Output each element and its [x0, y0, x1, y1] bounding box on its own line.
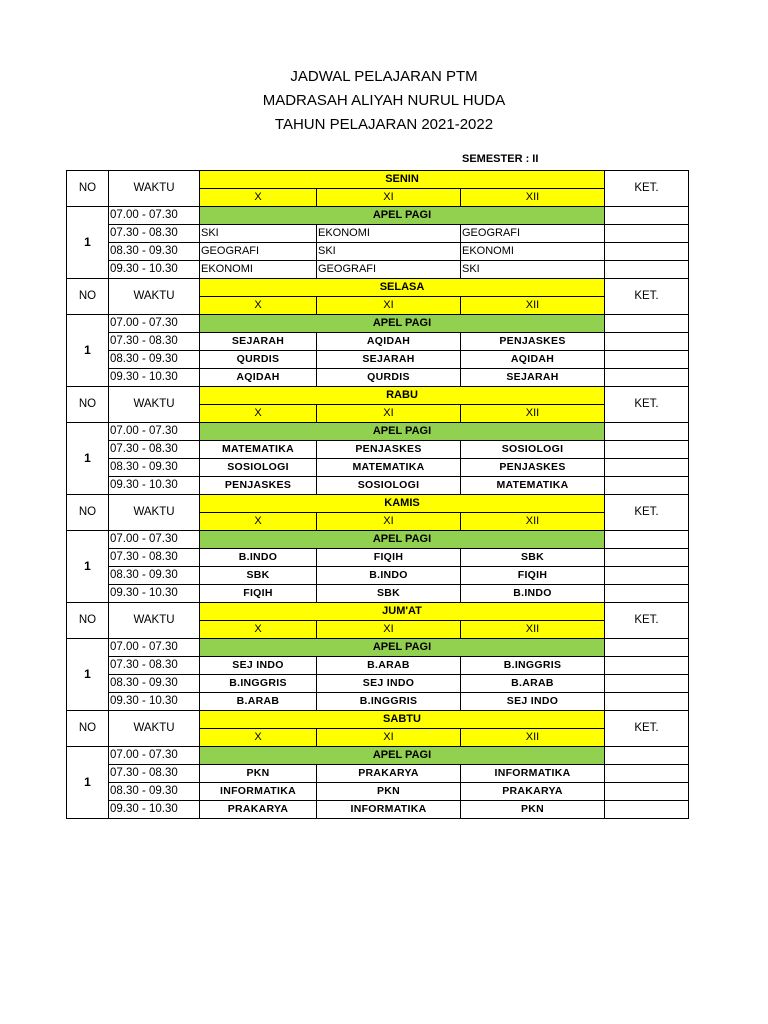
apel-row	[67, 315, 689, 333]
lesson-row	[67, 225, 689, 243]
title-line-2: MADRASAH ALIYAH NURUL HUDA	[262, 92, 506, 109]
time-slot: 07.30 - 08.30	[109, 765, 200, 783]
day-name: JUM'AT	[200, 603, 605, 621]
time-slot: 08.30 - 09.30	[109, 783, 200, 801]
subject-cell: MATEMATIKA	[317, 459, 461, 477]
subject-cell: SKI	[461, 261, 605, 279]
subject-cell: SOSIOLOGI	[200, 459, 317, 477]
ket-cell	[605, 657, 689, 675]
subject-cell: EKONOMI	[461, 243, 605, 261]
class-header: XI	[317, 189, 461, 207]
class-header: XII	[461, 189, 605, 207]
day-header-row	[67, 603, 689, 621]
subject-cell: PENJASKES	[461, 333, 605, 351]
apel-pagi: APEL PAGI	[200, 423, 605, 441]
time-slot: 09.30 - 10.30	[109, 693, 200, 711]
class-header: X	[200, 729, 317, 747]
class-header: XI	[317, 513, 461, 531]
subject-cell: PENJASKES	[317, 441, 461, 459]
time-slot: 07.30 - 08.30	[109, 225, 200, 243]
subject-cell: PRAKARYA	[200, 801, 317, 819]
no-header: NO	[67, 279, 109, 315]
class-header: X	[200, 621, 317, 639]
subject-cell: SEJ INDO	[200, 657, 317, 675]
time-slot: 08.30 - 09.30	[109, 351, 200, 369]
class-header: XII	[461, 405, 605, 423]
ket-cell	[605, 477, 689, 495]
ket-cell	[605, 531, 689, 549]
subject-cell: PKN	[461, 801, 605, 819]
subject-cell: FIQIH	[317, 549, 461, 567]
day-name: SENIN	[200, 171, 605, 189]
title-line-3: TAHUN PELAJARAN 2021-2022	[274, 116, 494, 133]
lesson-row	[67, 261, 689, 279]
apel-row	[67, 423, 689, 441]
subject-cell: SEJARAH	[461, 369, 605, 387]
ket-header: KET.	[605, 711, 689, 747]
subject-cell: PRAKARYA	[317, 765, 461, 783]
class-header: X	[200, 297, 317, 315]
lesson-row	[67, 369, 689, 387]
subject-cell: B.ARAB	[317, 657, 461, 675]
class-header: XII	[461, 621, 605, 639]
class-header: XI	[317, 729, 461, 747]
subject-cell: FIQIH	[200, 585, 317, 603]
time-slot: 07.00 - 07.30	[109, 639, 200, 657]
time-slot: 09.30 - 10.30	[109, 477, 200, 495]
ket-cell	[605, 459, 689, 477]
time-slot: 09.30 - 10.30	[109, 801, 200, 819]
subject-cell: PRAKARYA	[461, 783, 605, 801]
subject-cell: SKI	[317, 243, 461, 261]
day-header-row	[67, 279, 689, 297]
ket-cell	[605, 639, 689, 657]
apel-row	[67, 531, 689, 549]
day-name: SABTU	[200, 711, 605, 729]
apel-pagi: APEL PAGI	[200, 207, 605, 225]
day-header-row	[67, 711, 689, 729]
day-name: SELASA	[200, 279, 605, 297]
ket-cell	[605, 747, 689, 765]
ket-cell	[605, 225, 689, 243]
subject-cell: FIQIH	[461, 567, 605, 585]
ket-cell	[605, 567, 689, 585]
lesson-row	[67, 675, 689, 693]
class-header: X	[200, 405, 317, 423]
subject-cell: SEJ INDO	[461, 693, 605, 711]
subject-cell: SEJ INDO	[317, 675, 461, 693]
waktu-header: WAKTU	[109, 603, 200, 639]
ket-cell	[605, 549, 689, 567]
day-header-row	[67, 387, 689, 405]
subject-cell: INFORMATIKA	[200, 783, 317, 801]
subject-cell: B.INDO	[461, 585, 605, 603]
time-slot: 08.30 - 09.30	[109, 459, 200, 477]
no-header: NO	[67, 171, 109, 207]
row-number: 1	[67, 207, 109, 279]
subject-cell: INFORMATIKA	[317, 801, 461, 819]
ket-header: KET.	[605, 279, 689, 315]
waktu-header: WAKTU	[109, 387, 200, 423]
subject-cell: AQIDAH	[317, 333, 461, 351]
lesson-row	[67, 585, 689, 603]
semester-label: SEMESTER : II	[462, 153, 539, 165]
ket-cell	[605, 423, 689, 441]
time-slot: 07.30 - 08.30	[109, 549, 200, 567]
day-header-row	[67, 495, 689, 513]
day-name: RABU	[200, 387, 605, 405]
ket-cell	[605, 369, 689, 387]
subject-cell: PENJASKES	[461, 459, 605, 477]
waktu-header: WAKTU	[109, 495, 200, 531]
lesson-row	[67, 333, 689, 351]
subject-cell: QURDIS	[200, 351, 317, 369]
ket-cell	[605, 585, 689, 603]
subject-cell: PKN	[200, 765, 317, 783]
subject-cell: B.INGGRIS	[317, 693, 461, 711]
lesson-row	[67, 783, 689, 801]
time-slot: 07.00 - 07.30	[109, 531, 200, 549]
lesson-row	[67, 801, 689, 819]
subject-cell: B.ARAB	[200, 693, 317, 711]
row-number: 1	[67, 315, 109, 387]
lesson-row	[67, 441, 689, 459]
ket-cell	[605, 693, 689, 711]
row-number: 1	[67, 423, 109, 495]
day-header-row	[67, 171, 689, 189]
lesson-row	[67, 243, 689, 261]
lesson-row	[67, 657, 689, 675]
ket-header: KET.	[605, 495, 689, 531]
waktu-header: WAKTU	[109, 279, 200, 315]
ket-header: KET.	[605, 387, 689, 423]
time-slot: 09.30 - 10.30	[109, 585, 200, 603]
time-slot: 08.30 - 09.30	[109, 243, 200, 261]
subject-cell: AQIDAH	[461, 351, 605, 369]
schedule-table	[66, 170, 689, 819]
subject-cell: B.INGGRIS	[461, 657, 605, 675]
subject-cell: PKN	[317, 783, 461, 801]
class-header: XI	[317, 297, 461, 315]
no-header: NO	[67, 495, 109, 531]
subject-cell: SKI	[200, 225, 317, 243]
subject-cell: EKONOMI	[200, 261, 317, 279]
day-name: KAMIS	[200, 495, 605, 513]
lesson-row	[67, 459, 689, 477]
class-header: XII	[461, 513, 605, 531]
apel-pagi: APEL PAGI	[200, 747, 605, 765]
subject-cell: SBK	[317, 585, 461, 603]
lesson-row	[67, 765, 689, 783]
subject-cell: SOSIOLOGI	[461, 441, 605, 459]
ket-cell	[605, 765, 689, 783]
ket-cell	[605, 801, 689, 819]
class-header: XII	[461, 729, 605, 747]
ket-cell	[605, 315, 689, 333]
ket-header: KET.	[605, 603, 689, 639]
subject-cell: GEOGRAFI	[461, 225, 605, 243]
lesson-row	[67, 567, 689, 585]
time-slot: 07.30 - 08.30	[109, 441, 200, 459]
apel-row	[67, 639, 689, 657]
ket-cell	[605, 351, 689, 369]
lesson-row	[67, 477, 689, 495]
no-header: NO	[67, 603, 109, 639]
ket-cell	[605, 243, 689, 261]
subject-cell: B.INDO	[317, 567, 461, 585]
title-line-1: JADWAL PELAJARAN PTM	[290, 68, 478, 85]
subject-cell: SEJARAH	[200, 333, 317, 351]
subject-cell: GEOGRAFI	[200, 243, 317, 261]
lesson-row	[67, 549, 689, 567]
lesson-row	[67, 693, 689, 711]
apel-pagi: APEL PAGI	[200, 315, 605, 333]
subject-cell: AQIDAH	[200, 369, 317, 387]
time-slot: 07.00 - 07.30	[109, 315, 200, 333]
subject-cell: MATEMATIKA	[200, 441, 317, 459]
time-slot: 08.30 - 09.30	[109, 675, 200, 693]
subject-cell: INFORMATIKA	[461, 765, 605, 783]
no-header: NO	[67, 711, 109, 747]
time-slot: 09.30 - 10.30	[109, 369, 200, 387]
ket-cell	[605, 783, 689, 801]
class-header: XII	[461, 297, 605, 315]
subject-cell: QURDIS	[317, 369, 461, 387]
subject-cell: B.INGGRIS	[200, 675, 317, 693]
subject-cell: EKONOMI	[317, 225, 461, 243]
subject-cell: GEOGRAFI	[317, 261, 461, 279]
subject-cell: SEJARAH	[317, 351, 461, 369]
row-number: 1	[67, 639, 109, 711]
ket-cell	[605, 333, 689, 351]
no-header: NO	[67, 387, 109, 423]
ket-cell	[605, 207, 689, 225]
ket-header: KET.	[605, 171, 689, 207]
waktu-header: WAKTU	[109, 711, 200, 747]
apel-pagi: APEL PAGI	[200, 639, 605, 657]
time-slot: 07.30 - 08.30	[109, 333, 200, 351]
subject-cell: SBK	[200, 567, 317, 585]
class-header: X	[200, 189, 317, 207]
ket-cell	[605, 261, 689, 279]
time-slot: 07.00 - 07.30	[109, 207, 200, 225]
subject-cell: B.INDO	[200, 549, 317, 567]
row-number: 1	[67, 531, 109, 603]
time-slot: 07.00 - 07.30	[109, 423, 200, 441]
apel-row	[67, 747, 689, 765]
class-header: XI	[317, 621, 461, 639]
subject-cell: PENJASKES	[200, 477, 317, 495]
subject-cell: B.ARAB	[461, 675, 605, 693]
waktu-header: WAKTU	[109, 171, 200, 207]
time-slot: 09.30 - 10.30	[109, 261, 200, 279]
ket-cell	[605, 441, 689, 459]
subject-cell: SOSIOLOGI	[317, 477, 461, 495]
apel-row	[67, 207, 689, 225]
class-header: XI	[317, 405, 461, 423]
time-slot: 08.30 - 09.30	[109, 567, 200, 585]
time-slot: 07.00 - 07.30	[109, 747, 200, 765]
apel-pagi: APEL PAGI	[200, 531, 605, 549]
row-number: 1	[67, 747, 109, 819]
subject-cell: SBK	[461, 549, 605, 567]
class-header: X	[200, 513, 317, 531]
ket-cell	[605, 675, 689, 693]
lesson-row	[67, 351, 689, 369]
subject-cell: MATEMATIKA	[461, 477, 605, 495]
time-slot: 07.30 - 08.30	[109, 657, 200, 675]
